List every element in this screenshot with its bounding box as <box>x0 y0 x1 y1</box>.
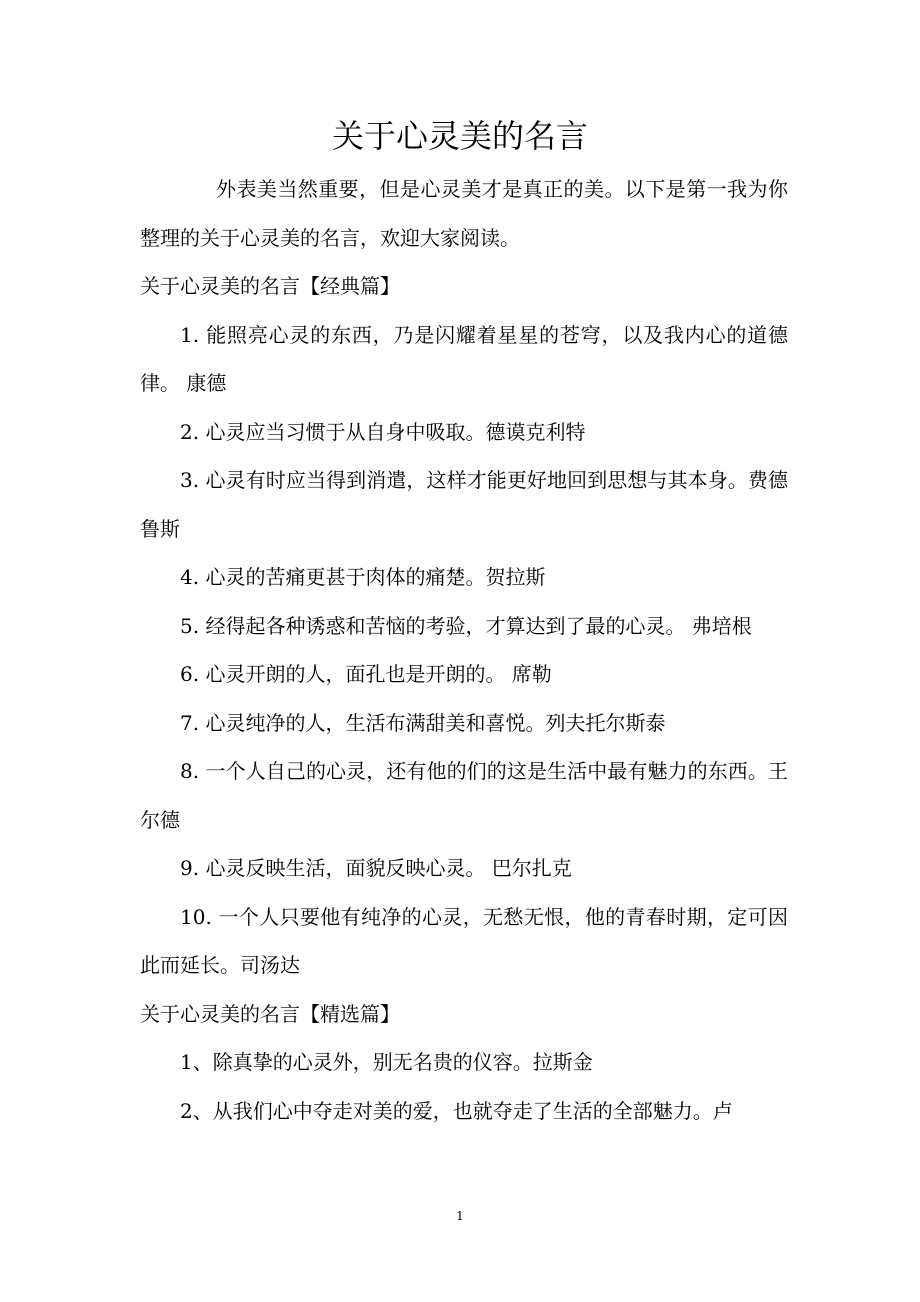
quote-item: 7. 心灵纯净的人，生活布满甜美和喜悦。列夫托尔斯泰 <box>180 710 666 735</box>
quote-item: 3. 心灵有时应当得到消遣，这样才能更好地回到思想与其本身。费德鲁斯 <box>140 468 788 541</box>
page-number: 1 <box>456 1209 464 1223</box>
quote-item: 8. 一个人自己的心灵，还有他的们的这是生活中最有魅力的东西。王尔德 <box>140 759 788 832</box>
quote-item: 9. 心灵反映生活，面貌反映心灵。 巴尔扎克 <box>180 856 572 880</box>
section-heading-classic: 关于心灵美的名言【经典篇】 <box>140 274 400 298</box>
document-title: 关于心灵美的名言 <box>331 117 588 155</box>
section-heading-selected: 关于心灵美的名言【精选篇】 <box>140 1001 400 1026</box>
quote-item: 10. 一个人只要他有纯净的心灵，无愁无恨，他的青春时期，定可因此而延长。司汤达 <box>140 904 788 977</box>
quote-item: 6. 心灵开朗的人，面孔也是开朗的。 席勒 <box>180 662 552 686</box>
quote-item: 1、除真挚的心灵外，别无名贵的仪容。拉斯金 <box>180 1050 593 1074</box>
quote-item: 2. 心灵应当习惯于从自身中吸取。德谟克利特 <box>180 419 586 444</box>
quote-item: 2、从我们心中夺走对美的爱，也就夺走了生活的全部魅力。卢 <box>180 1098 733 1123</box>
intro-paragraph: 外表美当然重要，但是心灵美才是真正的美。以下是第一我为你整理的关于心灵美的名言，欢迎大家阅读。 <box>140 177 788 250</box>
quote-item: 5. 经得起各种诱惑和苦恼的考验，才算达到了最的心灵。 弗培根 <box>180 613 752 638</box>
quote-item: 1. 能照亮心灵的东西，乃是闪耀着星星的苍穹，以及我内心的道德律。 康德 <box>140 322 788 395</box>
quote-item: 4. 心灵的苦痛更甚于肉体的痛楚。贺拉斯 <box>180 565 546 589</box>
document-body <box>140 165 788 1135</box>
